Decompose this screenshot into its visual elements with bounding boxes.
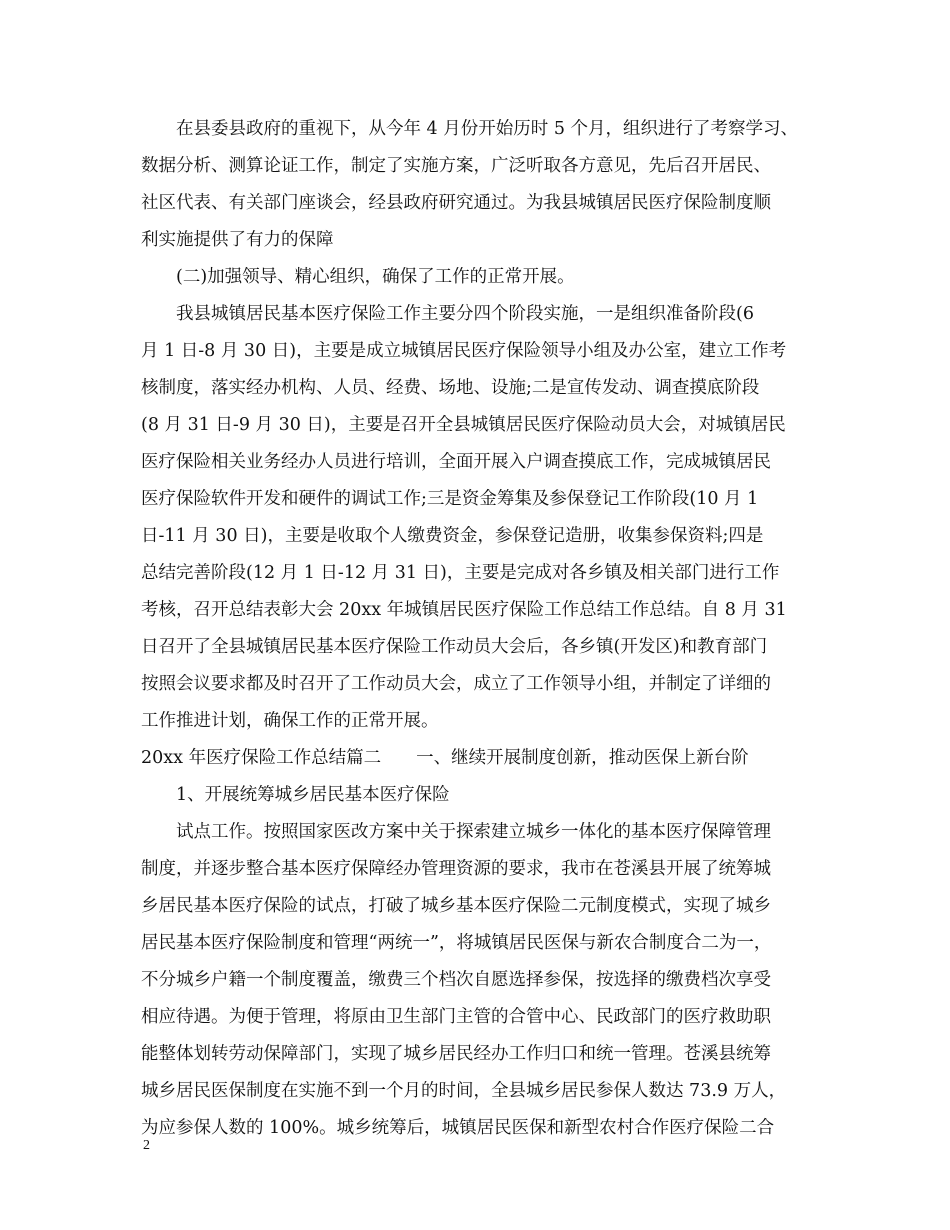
body-text-line: 月 1 日-8 月 30 日)，主要是成立城镇居民医疗保险领导小组及办公室，建立工作考	[141, 341, 787, 361]
body-text-line: 社区代表、有关部门座谈会，经县政府研究通过。为我县城镇居民医疗保险制度顺	[141, 193, 771, 213]
body-text-line: 不分城乡户籍一个制度覆盖，缴费三个档次自愿选择参保，按选择的缴费档次享受	[141, 970, 771, 990]
body-text-line: 总结完善阶段(12 月 1 日-12 月 31 日)，主要是完成对各乡镇及相关部门进行工作	[141, 563, 780, 583]
body-text-line: 考核，召开总结表彰大会 20xx 年城镇居民医疗保险工作总结工作总结。自 8 月 31	[141, 600, 787, 620]
body-text-line: 医疗保险相关业务经办人员进行培训，全面开展入户调查摸底工作，完成城镇居民	[141, 452, 771, 472]
body-text-line: 乡居民基本医疗保险的试点，打破了城乡基本医疗保险二元制度模式，实现了城乡	[141, 896, 771, 916]
body-text-line: 在县委县政府的重视下，从今年 4 月份开始历时 5 个月，组织进行了考察学习、	[176, 119, 799, 139]
body-text-line: (8 月 31 日-9 月 30 日)，主要是召开全县城镇居民医疗保险动员大会，对城镇居民	[141, 415, 786, 435]
body-text-line: 相应待遇。为便于管理，将原由卫生部门主管的合管中心、民政部门的医疗救助职	[141, 1007, 771, 1027]
body-text-line: 居民基本医疗保险制度和管理“两统一”，将城镇居民医保与新农合制度合二为一，	[141, 933, 772, 953]
body-text-line: 医疗保险软件开发和硬件的调试工作;三是资金筹集及参保登记工作阶段(10 月 1	[141, 489, 759, 509]
body-text-line: 试点工作。按照国家医改方案中关于探索建立城乡一体化的基本医疗保障管理	[176, 822, 771, 842]
body-text-line: 日-11 月 30 日)，主要是收取个人缴费资金，参保登记造册，收集参保资料;四是	[141, 526, 764, 546]
body-text-line: 为应参保人数的 100%。城乡统筹后，城镇居民医保和新型农村合作医疗保险二合	[141, 1118, 775, 1138]
body-text-line: 核制度，落实经办机构、人员、经费、场地、设施;二是宣传发动、调查摸底阶段	[141, 378, 760, 398]
body-text-line: 制度，并逐步整合基本医疗保障经办管理资源的要求，我市在苍溪县开展了统筹城	[141, 859, 771, 879]
body-text-line: 我县城镇居民基本医疗保险工作主要分四个阶段实施，一是组织准备阶段(6	[176, 304, 754, 324]
body-text-line: 工作推进计划，确保工作的正常开展。	[141, 711, 439, 731]
page-number: 2	[143, 1138, 150, 1153]
body-text-line: 能整体划转劳动保障部门，实现了城乡居民经办工作归口和统一管理。苍溪县统筹	[141, 1044, 771, 1064]
body-text-line: 按照会议要求都及时召开了工作动员大会，成立了工作领导小组，并制定了详细的	[141, 674, 771, 694]
body-text-line: 数据分析、测算论证工作，制定了实施方案，广泛听取各方意见，先后召开居民、	[141, 156, 771, 176]
section-heading: (二)加强领导、精心组织，确保了工作的正常开展。	[176, 267, 575, 287]
section-heading: 1、开展统筹城乡居民基本医疗保险	[176, 785, 450, 805]
body-text-line: 城乡居民医保制度在实施不到一个月的时间，全县城乡居民参保人数达 73.9 万人，	[141, 1081, 787, 1101]
body-text-line: 利实施提供了有力的保障	[141, 230, 334, 250]
body-text-line: 日召开了全县城镇居民基本医疗保险工作动员大会后，各乡镇(开发区)和教育部门	[141, 637, 768, 657]
article-title: 20xx 年医疗保险工作总结篇二 一、继续开展制度创新，推动医保上新台阶	[141, 748, 749, 768]
